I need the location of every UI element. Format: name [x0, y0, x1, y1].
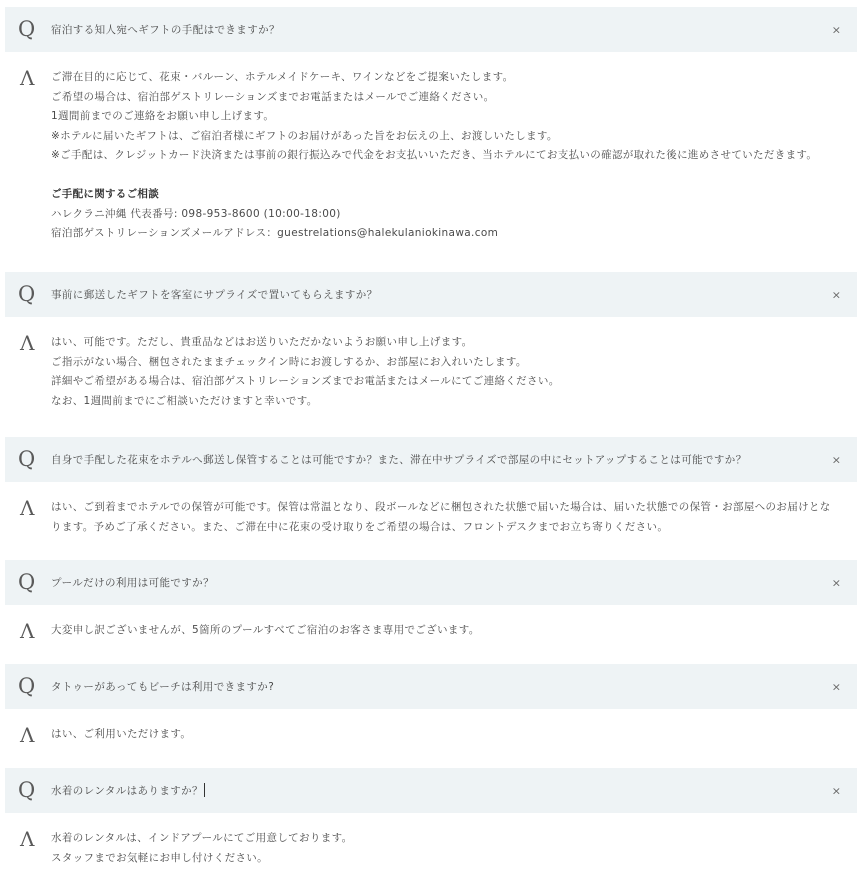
faq-answer [5, 813, 857, 874]
answer-mark-icon: Λ [20, 827, 35, 851]
answer-line: ご希望の場合は、宿泊部ゲストリレーションズまでお電話またはメールでご連絡ください。 [51, 90, 495, 103]
faq-item [5, 437, 857, 560]
answer-line: 水着のレンタルは、インドアプールにてご用意しております。 [51, 832, 353, 844]
contact-phone: ハレクラニ沖縄 代表番号: 098-953-8600 (10:00-18:00) [51, 207, 341, 220]
faq-question-bar[interactable] [5, 272, 857, 317]
spacer [51, 166, 849, 186]
text-cursor [204, 783, 205, 797]
close-icon[interactable]: × [831, 784, 841, 797]
faq-answer [5, 52, 857, 272]
close-icon[interactable]: × [831, 288, 841, 301]
faq-item [5, 7, 857, 272]
answer-mark-icon: Λ [20, 66, 35, 90]
answer-line: ご滞在目的に応じて、花束・バルーン、ホテルメイドケーキ、ワインなどをご提案いたします。 [51, 71, 514, 83]
faq-question-bar[interactable] [5, 560, 857, 605]
faq-item [5, 272, 857, 437]
question-mark-icon: Q [18, 569, 36, 594]
close-icon[interactable]: × [831, 453, 841, 466]
answer-line: ※ご手配は、クレジットカード決済または事前の銀行振込みで代金をお支払いいただき、当ホテルにてお支払いの確認が取れた後に進めさせていただきます。 [51, 149, 818, 161]
faq-question-text: プールだけの利用は可能ですか？ [51, 577, 214, 589]
close-icon[interactable]: × [831, 576, 841, 589]
answer-mark-icon: Λ [20, 496, 35, 520]
faq-question-bar[interactable] [5, 7, 857, 52]
question-mark-icon: Q [18, 16, 36, 41]
faq-answer [5, 317, 857, 437]
answer-line: 詳細やご希望がある場合は、宿泊部ゲストリレーションズまでお電話またはメールにてご連絡ください。 [51, 375, 560, 387]
answer-line: ※ホテルに届いたギフトは、ご宿泊者様にギフトのお届けがあった旨をお伝えの上、お渡しいたします。 [51, 129, 558, 142]
faq-question-text: タトゥーがあってもビーチは利用できますか? [51, 681, 275, 693]
faq-question-bar[interactable] [5, 768, 857, 813]
answer-line: はい、ご到着までホテルでの保管が可能です。保管は常温となり、段ボールなどに梱包された状態で届いた場合は、届いた状態での保管・お部屋へのお届けとなります。予めご了承ください。また、ご滞在中に花束の受け取りをご希望の場合は、フロントデスクまでお立ち寄りください。 [51, 501, 831, 533]
faq-list [5, 7, 857, 874]
answer-mark-icon: Λ [20, 331, 35, 355]
contact-email: 宿泊部ゲストリレーションズメールアドレス：guestrelations@halekulaniokinawa.com [51, 227, 499, 239]
faq-item [5, 560, 857, 664]
faq-answer [5, 709, 857, 768]
faq-item [5, 664, 857, 768]
faq-question-text [51, 783, 205, 798]
faq-question-text: 宿泊する知人宛へギフトの手配はできますか？ [51, 24, 280, 36]
close-icon[interactable]: × [831, 680, 841, 693]
faq-question-bar[interactable] [5, 664, 857, 709]
faq-question-text: 事前に郵送したギフトを客室にサプライズで置いてもらえますか？ [51, 289, 378, 301]
answer-mark-icon: Λ [20, 619, 35, 643]
answer-line: 大変申し訳ございませんが、5箇所のプールすべてご宿泊のお客さま専用でございます。 [51, 624, 480, 636]
answer-mark-icon: Λ [20, 723, 35, 747]
answer-line: スタッフまでお気軽にお申し付けください。 [51, 851, 268, 864]
faq-question-bar[interactable] [5, 437, 857, 482]
contact-heading: ご手配に関するご相談 [51, 188, 159, 200]
question-mark-icon: Q [18, 777, 36, 802]
question-mark-icon: Q [18, 446, 36, 471]
answer-line: はい、可能です。ただし、貴重品などはお送りいただかないようお願い申し上げます。 [51, 336, 473, 348]
faq-question-label: 水着のレンタルはありますか？ [51, 785, 203, 797]
faq-answer [5, 482, 857, 560]
answer-line: ご指示がない場合、梱包されたままチェックイン時にお渡しするか、お部屋にお入れいたします。 [51, 355, 527, 368]
faq-item [5, 768, 857, 874]
answer-line: はい、ご利用いただけます。 [51, 728, 192, 740]
answer-line: 1週間前までのご連絡をお願い申し上げます。 [51, 110, 275, 122]
question-mark-icon: Q [18, 673, 36, 698]
faq-answer [5, 605, 857, 664]
faq-question-text: 自身で手配した花束をホテルへ郵送し保管することは可能ですか？また、滞在中サプライズで部屋の中にセットアップすることは可能ですか？ [51, 454, 747, 466]
question-mark-icon: Q [18, 281, 36, 306]
close-icon[interactable]: × [831, 23, 841, 36]
answer-line: なお、1週間前までにご相談いただけますと幸いです。 [51, 394, 318, 407]
